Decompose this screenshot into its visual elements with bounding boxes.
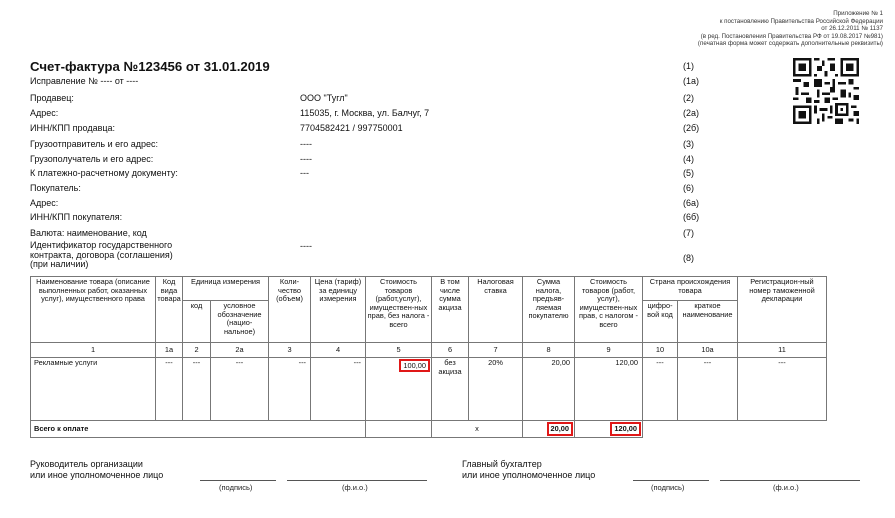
header-qty: Коли-чество (объем) <box>269 277 311 343</box>
header-country: Страна происхождения товара <box>643 277 738 301</box>
field-number: (1) <box>683 61 694 71</box>
field-number: (2а) <box>683 108 700 118</box>
item-tax: 20,00 <box>523 358 575 421</box>
field-value: ---- <box>300 139 312 149</box>
field-label: ИНН/КПП покупателя: <box>30 212 123 222</box>
field-label <box>30 241 220 270</box>
header-unit-name: условное обозначение (нацио-нальное) <box>211 301 269 343</box>
column-number: 6 <box>432 343 469 358</box>
column-number: 1 <box>31 343 156 358</box>
column-number: 7 <box>469 343 523 358</box>
accountant-sign-line <box>633 480 709 481</box>
field-label: Адрес: <box>30 108 59 118</box>
appendix-line: (в ред. Постановления Правительства РФ от 19.08.2017 №981) <box>700 32 883 40</box>
field-number: (1а) <box>683 76 700 86</box>
field-value: ООО "Тугл" <box>300 93 348 103</box>
field-value: ---- <box>300 154 312 164</box>
total-empty <box>366 421 432 438</box>
invoice-title: Счет-фактура №123456 от 31.01.2019 <box>30 59 270 74</box>
header-country-code: цифро-вой код <box>643 301 678 343</box>
field-label: Адрес: <box>30 198 59 208</box>
column-number: 10а <box>678 343 738 358</box>
field-number: (6) <box>683 183 694 193</box>
column-number: 1а <box>156 343 183 358</box>
field-number: (4) <box>683 154 694 164</box>
contract-label-line: контракта, договора (соглашения) <box>30 249 173 260</box>
head-signature-label <box>30 459 163 481</box>
item-qty: --- <box>269 358 311 421</box>
total-x: x <box>432 421 523 438</box>
field-label: Грузоотправитель и его адрес: <box>30 139 158 149</box>
header-name: Наименование товара (описание выполненных работ, оказанных услуг), имущественного права <box>31 277 156 343</box>
total-row <box>31 421 827 438</box>
item-excise: без акциза <box>432 358 469 421</box>
sign-caption: (подпись) <box>219 483 253 492</box>
item-reg: --- <box>738 358 827 421</box>
column-number: 11 <box>738 343 827 358</box>
qr-code-icon <box>793 58 859 124</box>
item-code: --- <box>156 358 183 421</box>
field-label: Продавец: <box>30 93 74 103</box>
head-sign-line <box>200 480 276 481</box>
appendix-line: (печатная форма может содержать дополнительные реквизиты) <box>697 40 883 48</box>
item-total: 120,00 <box>575 358 643 421</box>
item-country-code: --- <box>643 358 678 421</box>
column-number: 2а <box>211 343 269 358</box>
field-value: --- <box>300 168 309 178</box>
header-total: Стоимость товаров (работ, услуг), имуществен-ных прав, с налогом - всего <box>575 277 643 343</box>
field-label: Валюта: наименование, код <box>30 228 147 238</box>
header-price: Цена (тариф) за единицу измерения <box>311 277 366 343</box>
field-label: Грузополучатель и его адрес: <box>30 154 154 164</box>
appendix-note <box>698 10 883 48</box>
item-price: --- <box>311 358 366 421</box>
column-number: 2 <box>183 343 211 358</box>
field-number: (8) <box>683 253 694 263</box>
header-reg: Регистрацион-ный номер таможенной декларации <box>738 277 827 343</box>
signature-label-line: Главный бухгалтер <box>462 459 542 469</box>
column-number: 4 <box>311 343 366 358</box>
total-tax-highlight: 20,00 <box>547 422 574 436</box>
total-sum-highlight: 120,00 <box>610 422 641 436</box>
item-unit-name: --- <box>211 358 269 421</box>
appendix-line: Приложение № 1 <box>833 10 883 17</box>
field-value: 7704582421 / 997750001 <box>300 123 403 133</box>
contract-label-line: Идентификатор государственного <box>30 240 173 250</box>
total-empty <box>738 421 827 438</box>
field-label: К платежно-расчетному документу: <box>30 168 178 178</box>
column-number: 5 <box>366 343 432 358</box>
signature-label-line: или иное уполномоченное лицо <box>462 470 596 480</box>
header-unit-code: код <box>183 301 211 343</box>
total-sum-cell <box>575 421 643 438</box>
fio-caption: (ф.и.о.) <box>773 483 799 492</box>
header-rate: Налоговая ставка <box>469 277 523 343</box>
total-label: Всего к оплате <box>31 421 366 438</box>
field-label: ИНН/КПП продавца: <box>30 123 116 133</box>
item-cost-cell <box>366 358 432 421</box>
field-label: Исправление № ---- от ---- <box>30 76 139 86</box>
total-empty <box>678 421 738 438</box>
item-name: Рекламные услуги <box>31 358 156 421</box>
field-number: (7) <box>683 228 694 238</box>
field-value: 115035, г. Москва, ул. Балчуг, 7 <box>300 108 430 118</box>
contract-label-line: (при наличии) <box>30 259 89 269</box>
field-number: (3) <box>683 139 694 149</box>
column-number: 10 <box>643 343 678 358</box>
field-value: ---- <box>300 241 312 251</box>
item-country-name: --- <box>678 358 738 421</box>
column-number: 8 <box>523 343 575 358</box>
header-code: Код вида товара <box>156 277 183 343</box>
invoice-table <box>30 276 827 438</box>
signature-label-line: Руководитель организации <box>30 459 143 469</box>
accountant-signature-label <box>462 459 595 481</box>
signature-label-line: или иное уполномоченное лицо <box>30 470 164 480</box>
accountant-fio-line <box>720 480 860 481</box>
field-number: (6а) <box>683 198 700 208</box>
table-header-row <box>31 277 827 301</box>
appendix-line: к постановлению Правительства Российской Федерации <box>719 17 883 25</box>
header-cost: Стоимость товаров (работ,услуг), имуществен-ных прав, без налога - всего <box>366 277 432 343</box>
appendix-line: от 26.12.2011 № 1137 <box>821 25 883 33</box>
total-tax-cell <box>523 421 575 438</box>
fio-caption: (ф.и.о.) <box>342 483 368 492</box>
field-label: Покупатель: <box>30 183 81 193</box>
column-number: 9 <box>575 343 643 358</box>
field-number: (2б) <box>683 123 700 133</box>
total-empty <box>643 421 678 438</box>
column-number-row <box>31 343 827 358</box>
field-number: (6б) <box>683 212 700 222</box>
table-row <box>31 358 827 421</box>
header-excise: В том числе сумма акциза <box>432 277 469 343</box>
header-tax: Сумма налога, предъяв-ляемая покупателю <box>523 277 575 343</box>
sign-caption: (подпись) <box>651 483 685 492</box>
head-fio-line <box>287 480 427 481</box>
column-number: 3 <box>269 343 311 358</box>
item-unit-code: --- <box>183 358 211 421</box>
field-number: (2) <box>683 93 694 103</box>
header-country-name: краткое наименование <box>678 301 738 343</box>
field-number: (5) <box>683 168 694 178</box>
item-cost-highlight: 100,00 <box>399 359 430 372</box>
item-rate: 20% <box>469 358 523 421</box>
header-unit: Единица измерения <box>183 277 269 301</box>
